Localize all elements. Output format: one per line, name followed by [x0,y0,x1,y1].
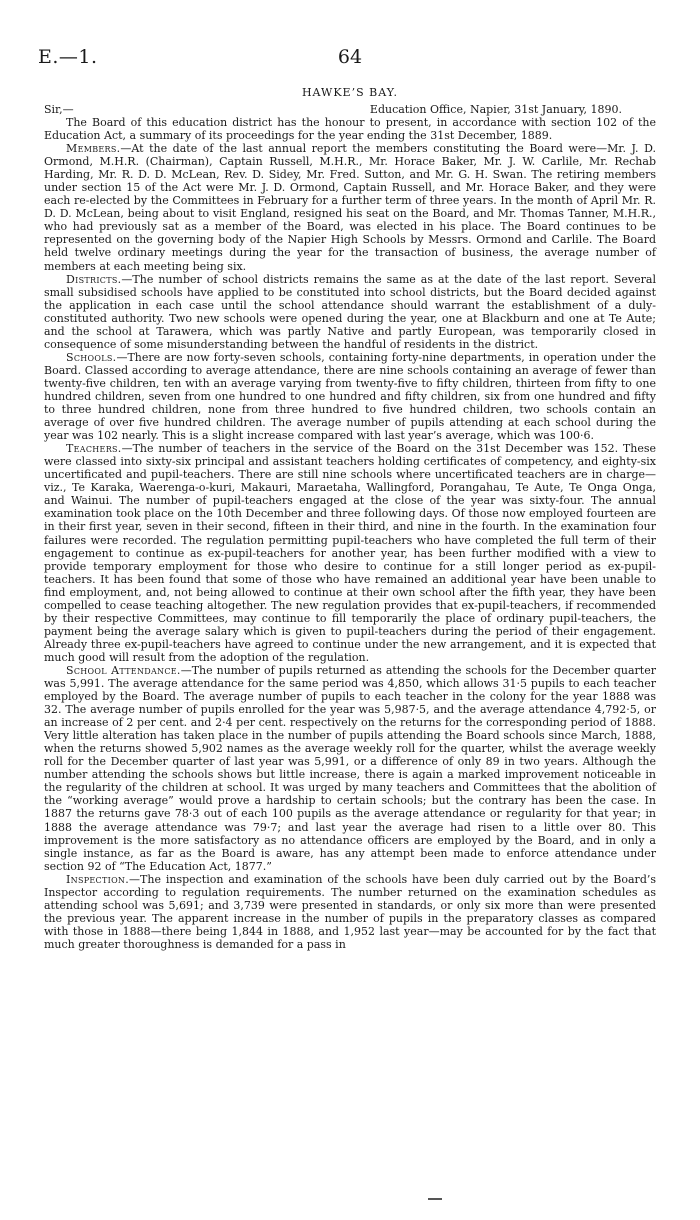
paragraph-school-attendance [44,664,656,873]
paragraph-text: —At the date of the last annual report the members constituting the Board were—Mr. J. D. Ormond, M.H.R. (Chairman), Captain Russell, M.H.R., Mr. Horace Baker, Mr. J. W. Carlile, Mr. Rechab Harding, Mr. R. D. D. McLean, Rev. D. Sidey, Mr. Fred. Sutton, and Mr. G. H. Swan. The retiring members under section 15 of the Act were Mr. J. D. Ormond, Captain Russell, and Mr. Horace Baker, and they were each re-elected by the Committees in February for a further term of three years. In the month of April Mr. R. D. D. McLean, being about to visit England, resigned his seat on the Board, and Mr. Thomas Tanner, M.H.R., who had previously sat as a member of the Board, was elected in his place. The Board continues to be represented on the governing body of the Napier High Schools by Messrs. Ormond and Carlile. The Board held twelve ordinary meetings during the year for the transaction of business, the average number of members at each meeting being six. [44,142,656,273]
paragraph-text: —The inspection and examination of the schools have been duly carried out by the Board’s Inspector according to regulation requirements. The number returned on the examination schedules as attending school was 5,691; and 3,739 were presented in standards, or only six more than were presented the previous year. The apparent increase in the number of pupils in the preparatory classes as compared with those in 1888—there being 1,844 in 1888, and 1,952 last year—may be accounted for by the fact that much greater thoroughness is demanded for a pass in [44,872,656,951]
paragraph-districts [44,273,656,351]
paragraph-heading: Members. [66,142,121,156]
office-date: Education Office, Napier, 31st January, 1890. [369,103,622,116]
paragraph-text: The Board of this education district has the honour to present, in accordance with section 102 of the Education Act, a summary of its proceedings for the year ending the 31st December, 1889. [44,116,656,143]
page-header [38,46,662,68]
paragraph-text: —The number of pupils returned as attending the schools for the December quarter was 5,991. The average attendance for the same period was 4,850, which allows 31·5 pupils to each teacher employed by the Board. The average number of pupils to each teacher in the colony for the year 1888 was 32. The average number of pupils enrolled for the year was 5,987·5, and the average attendance 4,792·5, or an increase of 2 per cent. and 2·4 per cent. respectively on the returns for the corresponding period of 1888. Very little alteration has taken place in the number of pupils attending the Board schools since March, 1888, when the returns showed 5,902 names as the average weekly roll for the quarter, whilst the average weekly roll for the December quarter of last year was 5,991, or a difference of only 89 in two years. Although the number attending the schools shows but little increase, there is again a marked improvement noticeable in the regularity of the children at school. It was urged by many teachers and Committees that the abolition of the “working average” would prove a hardship to certain schools; but the contrary has been the case. In 1887 the returns gave 78·3 out of each 100 pupils as the average attendance or regularity for that year; in 1888 the average attendance was 79·7; and last year the average had risen to a little over 80. This improvement is the more satisfactory as no attendance officers are employed by the Board, and in only a single instance, as far as the Board is aware, has any attempt been made to enforce attendance under section 92 of “The Education Act, 1877.” [44,663,656,873]
salutation-line [44,103,656,116]
paragraph-members [44,142,656,272]
paragraph-heading: School Attendance. [66,663,181,677]
page-number: 64 [337,46,363,68]
paragraph-heading: Schools. [66,350,117,364]
report-body [44,103,656,951]
paragraph-inspection [44,873,656,951]
paragraph-heading: Districts. [66,272,122,286]
page-mark [428,1198,442,1200]
paragraph-intro [44,116,656,142]
paragraph-schools [44,351,656,442]
paragraph-text: —The number of school districts remains the same as at the date of the last report. Several small subsidised schools have applied to be constituted into school districts, but the Board decided against the application in each case until the school attendance should warrant the establishment of a duly-constituted authority. Two new schools were opened during the year, one at Blackburn and one at Te Aute; and the school at Tarawera, which was partly Native and partly European, was temporarily closed in consequence of some misunderstanding between the handful of residents in the district. [44,272,656,351]
paragraph-text: —The number of teachers in the service of the Board on the 31st December was 152. These were classed into sixty-six principal and assistant teachers holding certificates of competency, and eighty-six uncertificated and pupil-teachers. There are still nine schools where uncertificated teachers are in charge—viz., Te Karaka, Waerenga-o-kuri, Makauri, Maraetaha, Wallingford, Porangahau, Te Aute, Te Onga Onga, and Wainui. The number of pupil-teachers engaged at the close of the year was sixty-four. The annual examination took place on the 10th December and three following days. Of those now employed fourteen are in their first year, seven in their second, fifteen in their third, and nine in the fourth. In the examination four failures were recorded. The regulation permitting pupil-teachers who have completed the full term of their engagement to continue as ex-pupil-teachers for another year, has been further modified with a view to provide temporary employment for those who desire to continue for a still longer period as ex-pupil-teachers. It has been found that some of those who have remained an additional year have been unable to find employment, and, not being allowed to continue at their own school after the fifth year, they have been compelled to cease teaching altogether. The new regulation provides that ex-pupil-teachers, if recommended by their respective Committees, may continue to fill temporarily the place of ordinary pupil-teachers, the payment being the average salary which is given to pupil-teachers during the period of their engagement. Already three ex-pupil-teachers have agreed to continue under the new arrangement, and it is expected that much good will result from the adoption of the regulation. [44,442,656,664]
paragraph-text: —There are now forty-seven schools, containing forty-nine departments, in operation under the Board. Classed according to average attendance, there are nine schools containing an average of fewer than twenty-five children, ten with an average varying from twenty-five to fifty children, thirteen from fifty to one hundred children, seven from one hundred to one hundred and fifty children, six from one hundred and fifty to three hundred children, none from three hundred to five hundred children, two schools contain an average of over five hundred children. The average number of pupils attending at each school during the year was 102 nearly. This is a slight increase compared with last year’s average, which was 100·6. [44,350,656,443]
paragraph-heading: Inspection. [66,872,130,886]
paragraph-teachers [44,442,656,664]
salutation-sir: Sir,— [44,103,74,116]
paragraph-heading: Teachers. [66,442,122,456]
section-title: HAWKE’S BAY. [301,86,399,99]
report-code: E.—1. [38,46,98,68]
